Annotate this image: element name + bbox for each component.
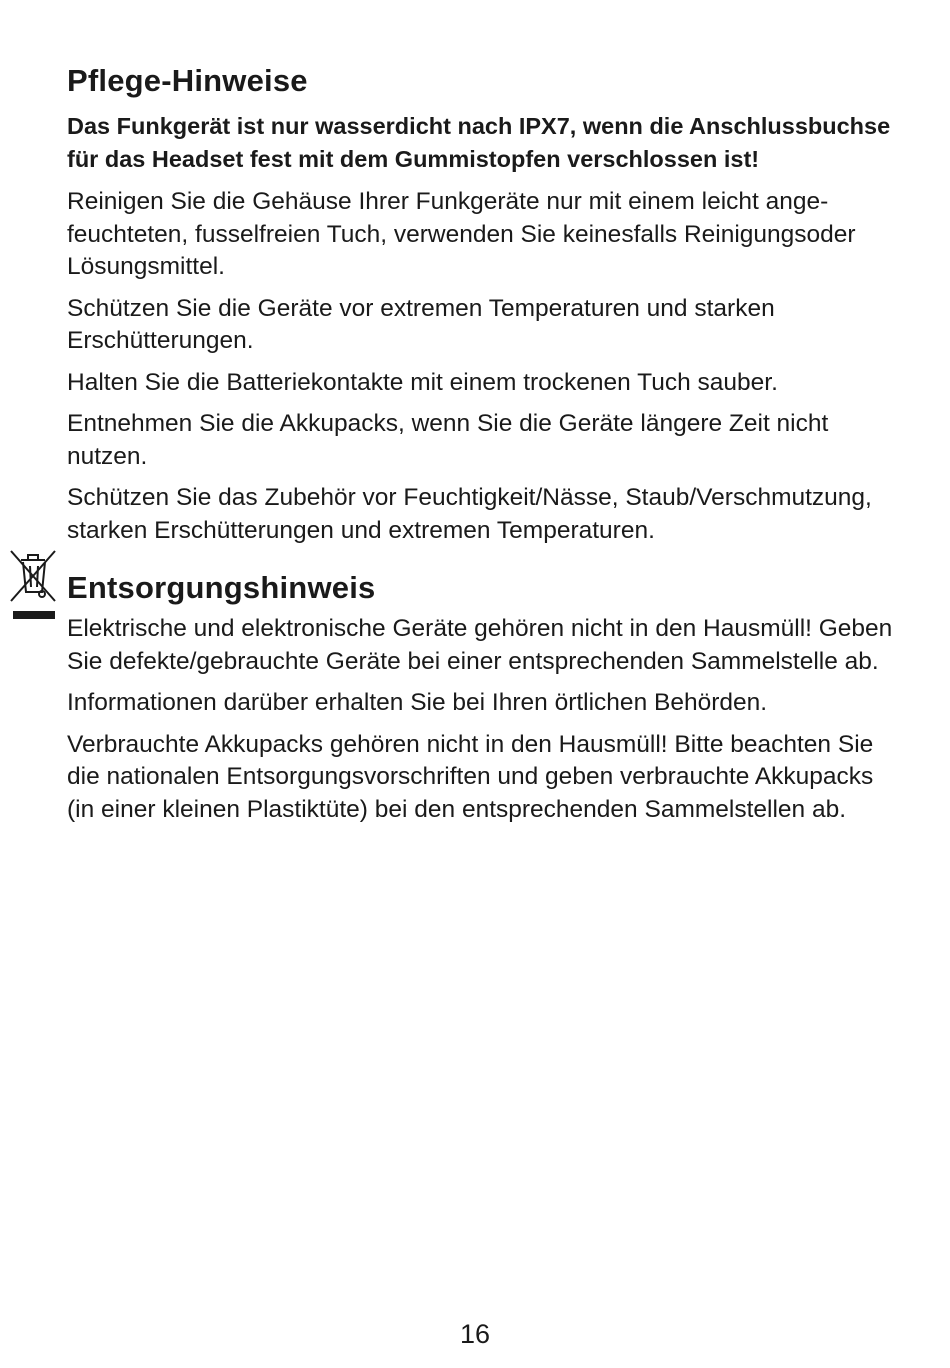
disposal-paragraph-batteries: Verbrauchte Akkupacks gehören nicht in den Hausmüll! Bitte beachten Sie die nationalen Entsorgungsvorschriften und geben verbrauchte Akkupacks (in einer kleinen Plastiktüte) bei den entsprechenden Sammelstellen ab.: [67, 730, 874, 823]
page-number: 16: [459, 1319, 491, 1349]
disposal-paragraph-authorities: Informationen darüber erhalten Sie bei Ihren örtlichen Behörden.: [67, 689, 768, 716]
crossed-out-wheelie-bin-icon: [7, 547, 59, 623]
care-paragraph-temperature: Schützen Sie die Geräte vor extremen Temperaturen und starken Erschütterungen.: [67, 294, 775, 354]
disposal-section: [67, 569, 897, 826]
disposal-paragraph-devices: Elektrische und elektronische Geräte gehören nicht in den Hausmüll! Geben Sie defekte/gebrauchte Geräte bei einer entsprechenden Sammelstelle ab.: [67, 615, 893, 675]
care-heading: Pflege-Hinweise: [67, 63, 308, 98]
care-paragraph-battery: Entnehmen Sie die Akkupacks, wenn Sie die Geräte längere Zeit nicht nutzen.: [67, 410, 829, 470]
disposal-heading: Entsorgungshinweis: [67, 570, 376, 605]
care-section: [67, 62, 897, 547]
care-paragraph-cleaning: Reinigen Sie die Gehäuse Ihrer Funkgeräte nur mit einem leicht angefeuchteten, fusselfreien Tuch, verwenden Sie keinesfalls Reinigungsoder Lösungsmittel.: [67, 188, 856, 280]
care-paragraph-accessories: Schützen Sie das Zubehör vor Feuchtigkeit/Nässe, Staub/Verschmutzung, starken Erschütterungen und extremen Temperaturen.: [67, 484, 872, 544]
page-content: [67, 62, 897, 835]
care-paragraph-contacts: Halten Sie die Batteriekontakte mit einem trockenen Tuch sauber.: [67, 368, 778, 396]
waterproof-warning: Das Funkgerät ist nur wasserdicht nach IPX7, wenn die Anschlussbuchse für das Headset fest mit dem Gummistopfen verschlossen ist!: [67, 113, 891, 172]
